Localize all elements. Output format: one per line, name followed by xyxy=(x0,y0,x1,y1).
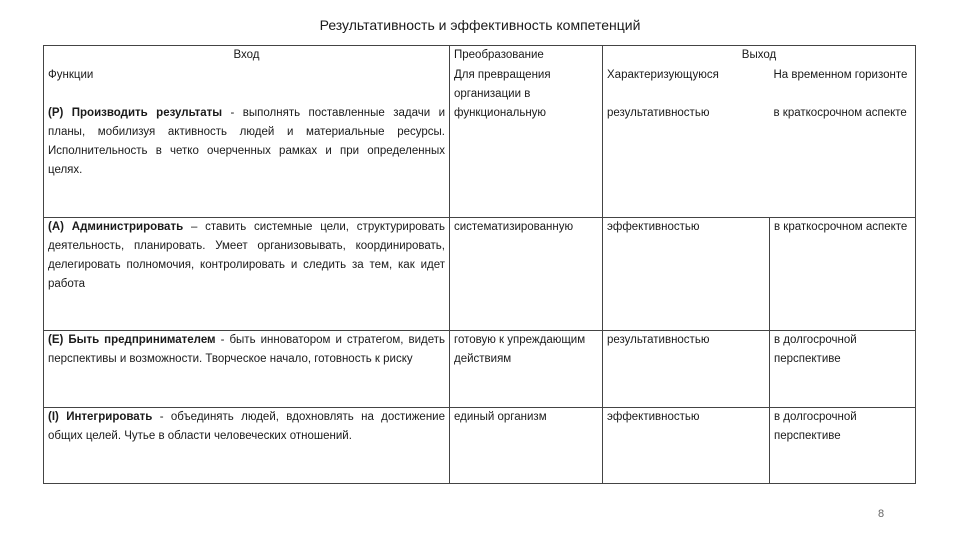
transform-cell: единый организм xyxy=(450,408,603,484)
horizon-cell: в краткосрочном аспекте xyxy=(770,104,916,218)
page-number: 8 xyxy=(878,508,885,520)
horizon-cell: в долгосрочной перспективе xyxy=(770,408,916,484)
function-cell: (P) Производить результаты - выполнять поставленные задачи и планы, мобилизуя активность людей и материальные ресурсы. Исполнительность в четко очерченных рамках и при определенных целях. xyxy=(44,104,450,218)
quality-cell: результативностью xyxy=(603,104,770,218)
table-row xyxy=(44,408,916,484)
function-cell: (A) Администрировать – ставить системные цели, структурировать деятельность, планировать. Умеет организовывать, координировать, делегировать полномочия, контролировать и следить за тем, как идет работа xyxy=(44,218,450,331)
quality-cell: результативностью xyxy=(603,331,770,408)
horizon-cell: в долгосрочной перспективе xyxy=(770,331,916,408)
function-cell: (I) Интегрировать - объединять людей, вдохновлять на достижение общих целей. Чутье в области человеческих отношений. xyxy=(44,408,450,484)
table-row xyxy=(44,218,916,331)
competencies-table xyxy=(43,45,916,484)
quality-cell: эффективностью xyxy=(603,408,770,484)
subheader-row xyxy=(44,66,916,104)
transform-cell: готовую к упреждающим действиям xyxy=(450,331,603,408)
page-title: Результативность и эффективность компетенций xyxy=(319,17,641,33)
transform-cell: функциональную xyxy=(450,104,603,218)
quality-cell: эффективностью xyxy=(603,218,770,331)
header-transformation: Преобразование xyxy=(450,46,603,66)
header-time-horizon: На временном горизонте xyxy=(770,66,916,104)
table-row xyxy=(44,331,916,408)
header-output: Выход xyxy=(603,46,916,66)
transform-cell: систематизированную xyxy=(450,218,603,331)
header-input: Вход xyxy=(44,46,450,66)
table-row xyxy=(44,104,916,218)
function-cell: (E) Быть предпринимателем - быть инноватором и стратегом, видеть перспективы и возможности. Творческое начало, готовность к риску xyxy=(44,331,450,408)
header-transformation-sub: Для превращения организации в xyxy=(450,66,603,104)
header-row xyxy=(44,46,916,66)
header-functions: Функции xyxy=(44,66,450,104)
horizon-cell: в краткосрочном аспекте xyxy=(770,218,916,331)
header-characterizing: Характеризующуюся xyxy=(603,66,770,104)
